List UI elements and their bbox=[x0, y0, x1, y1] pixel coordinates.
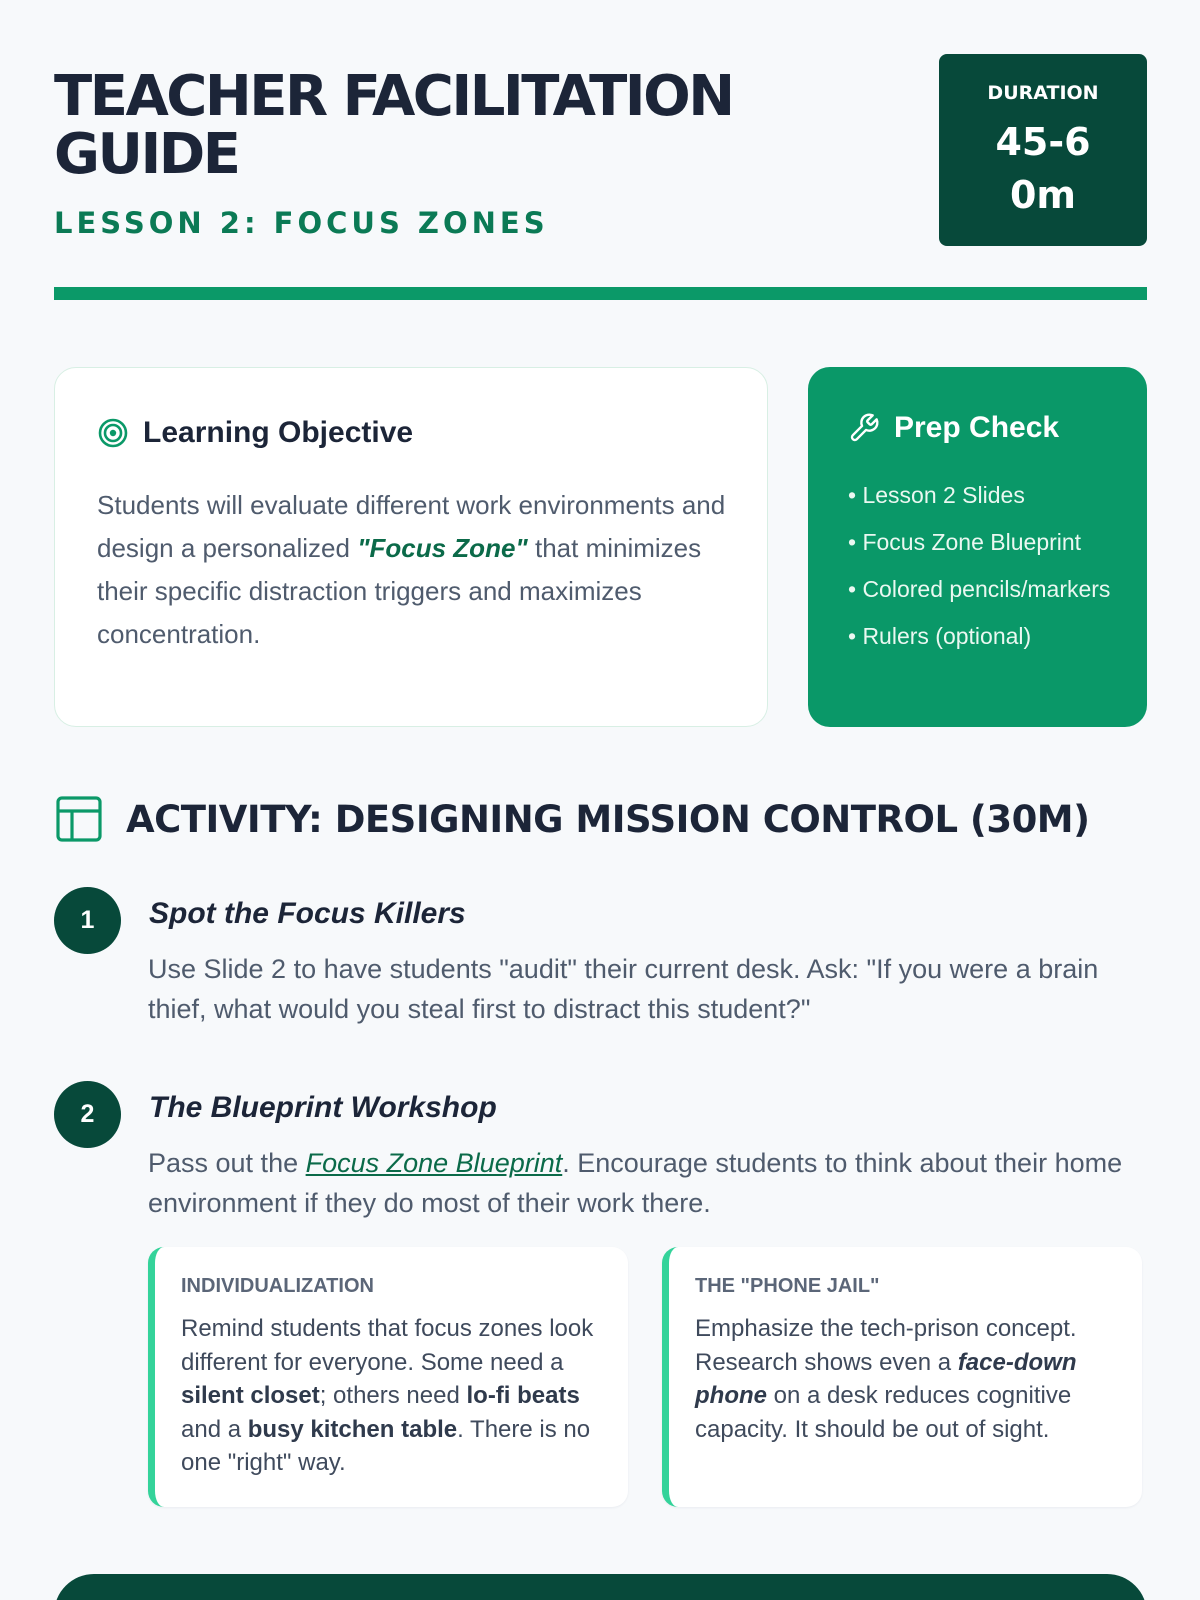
objective-title: Learning Objective bbox=[143, 416, 414, 449]
note-bold: silent closet bbox=[181, 1382, 320, 1409]
page bbox=[54, 0, 1147, 1600]
note-bold: busy kitchen table bbox=[247, 1415, 458, 1443]
duration-badge bbox=[939, 54, 1147, 246]
lesson-subtitle: LESSON 2: FOCUS ZONES bbox=[54, 206, 549, 240]
note-text-part: Emphasize the tech-prison concept. Research shows even a bbox=[695, 1315, 1077, 1376]
objective-text bbox=[97, 484, 737, 656]
note-label: THE "PHONE JAIL" bbox=[695, 1275, 880, 1297]
step-number: 2 bbox=[54, 1081, 121, 1148]
step-number: 1 bbox=[54, 887, 121, 954]
objective-heading bbox=[97, 416, 413, 450]
note-phone-jail bbox=[662, 1247, 1142, 1507]
step-2 bbox=[54, 1081, 1147, 1221]
prep-title: Prep Check bbox=[894, 411, 1060, 444]
note-bold: lo-fi beats bbox=[466, 1382, 580, 1409]
note-text bbox=[181, 1312, 621, 1480]
blueprint-link[interactable]: Focus Zone Blueprint bbox=[305, 1148, 563, 1178]
note-bold: face-down phone bbox=[695, 1348, 1077, 1409]
learning-objective-card bbox=[54, 367, 768, 727]
step-title: Spot the Focus Killers bbox=[149, 897, 466, 930]
prep-item: • Focus Zone Blueprint bbox=[848, 529, 1082, 555]
note-text bbox=[695, 1312, 1135, 1446]
step-text-start: Pass out the bbox=[148, 1148, 306, 1178]
facilitation-notes bbox=[148, 1247, 1147, 1507]
step-title: The Blueprint Workshop bbox=[149, 1091, 497, 1124]
prep-list bbox=[848, 479, 1128, 667]
note-text-part: . There is no one "right" way. bbox=[181, 1415, 591, 1476]
layout-icon bbox=[54, 794, 104, 844]
footer-banner bbox=[54, 1574, 1147, 1600]
step-description bbox=[148, 1143, 1148, 1223]
note-text-part: on a desk reduces cognitive capacity. It should be out of sight. bbox=[695, 1382, 1072, 1443]
duration-value-text: 45-60m bbox=[995, 120, 1091, 217]
duration-value bbox=[939, 116, 1147, 222]
step-1 bbox=[54, 887, 1147, 1027]
note-label: INDIVIDUALIZATION bbox=[181, 1275, 374, 1297]
objective-text-end: that minimizes their specific distraction triggers and maximizes concentration. bbox=[97, 533, 702, 649]
prep-heading bbox=[848, 411, 1059, 445]
prep-check-card bbox=[808, 367, 1147, 727]
header bbox=[54, 54, 1147, 244]
note-text-part: Remind students that focus zones look different for everyone. Some need a bbox=[181, 1315, 594, 1376]
prep-item: • Rulers (optional) bbox=[848, 623, 1032, 649]
note-individualization bbox=[148, 1247, 628, 1507]
objective-text-start: Students will evaluate different work environments and design a personalized bbox=[97, 490, 726, 563]
prep-item: • Colored pencils/markers bbox=[848, 576, 1111, 602]
prep-item: • Lesson 2 Slides bbox=[848, 482, 1025, 508]
focus-zone-emphasis: "Focus Zone" bbox=[357, 533, 528, 563]
step-text-end: . Encourage students to think about their home environment if they do most of their work there. bbox=[148, 1148, 1123, 1218]
activity-heading bbox=[54, 794, 1090, 844]
target-icon bbox=[97, 417, 129, 449]
page-title: TEACHER FACILITATION GUIDE bbox=[54, 64, 733, 187]
note-text-part: and a bbox=[181, 1415, 248, 1443]
wrench-icon bbox=[848, 412, 880, 444]
step-description: Use Slide 2 to have students "audit" their current desk. Ask: "If you were a brain thief, what would you steal first to distract this student?" bbox=[148, 954, 1099, 1024]
activity-title: ACTIVITY: DESIGNING MISSION CONTROL (30M) bbox=[126, 797, 1090, 841]
header-divider bbox=[54, 287, 1147, 300]
note-text-part: ; others need bbox=[319, 1382, 467, 1409]
duration-label: DURATION bbox=[987, 82, 1099, 104]
